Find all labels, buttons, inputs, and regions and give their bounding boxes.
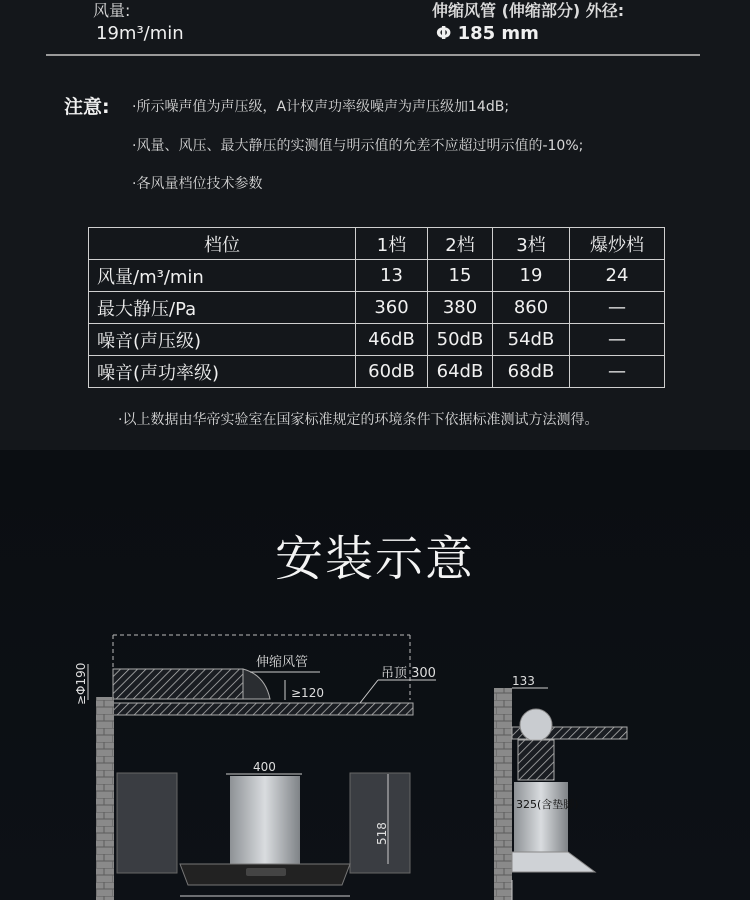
table-row — [89, 292, 665, 324]
dim-height-325: 325(含垫脚) — [516, 798, 579, 811]
table-cell: — — [570, 292, 665, 324]
dim-height-518: 518 — [375, 822, 389, 845]
dim-phi190: ≥Φ190 — [74, 662, 88, 705]
note-item: ·所示噪声值为声压级，A计权声功率级噪声为声压级加14dB; — [132, 99, 510, 115]
table-cell: — — [570, 324, 665, 356]
flex-duct-side — [518, 740, 554, 780]
table-header-cell: 1档 — [356, 228, 428, 260]
table-header-cell: 3档 — [493, 228, 570, 260]
ceiling-slab — [113, 703, 413, 715]
row-label: 最大静压/Pa — [89, 292, 356, 324]
table-cell: 54dB — [493, 324, 570, 356]
pipe-label: 伸缩风管 (伸缩部分) 外径: — [432, 1, 625, 20]
wall-cabinet-left — [117, 773, 177, 873]
pipe-value: Φ 185 mm — [436, 23, 539, 44]
pipe-callout: 伸缩风管 — [256, 655, 309, 670]
dim-ge120: ≥120 — [291, 686, 324, 700]
callout-line — [360, 680, 378, 703]
duct-section — [520, 709, 552, 741]
dim-depth-133: 133 — [512, 674, 535, 688]
divider — [46, 54, 700, 56]
hood-chimney-side — [514, 782, 568, 852]
row-label: 噪音(声压级) — [89, 324, 356, 356]
table-row — [89, 324, 665, 356]
brick-wall — [96, 697, 114, 900]
notes-heading: 注意: — [64, 96, 110, 118]
ceiling-callout: 吊顶 300 — [381, 666, 436, 681]
table-row — [89, 260, 665, 292]
install-diagram — [0, 620, 750, 900]
table-header-cell: 档位 — [89, 228, 356, 260]
airflow-label: 风量: — [93, 1, 131, 20]
row-label: 噪音(声功率级) — [89, 356, 356, 388]
section-title: 安装示意 — [274, 531, 475, 587]
table-cell: 68dB — [493, 356, 570, 388]
note-item: ·各风量档位技术参数 — [132, 176, 263, 192]
table-header-cell: 爆炒档 — [570, 228, 665, 260]
table-cell: 46dB — [356, 324, 428, 356]
table-cell: 50dB — [428, 324, 493, 356]
hood-chimney — [230, 776, 300, 864]
table-header-cell: 2档 — [428, 228, 493, 260]
table-cell: 60dB — [356, 356, 428, 388]
control-panel — [246, 868, 286, 876]
airflow-value: 19m³/min — [96, 23, 184, 44]
table-cell: 360 — [356, 292, 428, 324]
dim-width-400: 400 — [253, 760, 276, 774]
table-header-row — [89, 228, 665, 260]
row-label: 风量/m³/min — [89, 260, 356, 292]
table-row — [89, 356, 665, 388]
table-cell: 860 — [493, 292, 570, 324]
flex-duct — [113, 669, 270, 699]
table-cell: 380 — [428, 292, 493, 324]
note-item: ·风量、风压、最大静压的实测值与明示值的允差不应超过明示值的-10%; — [132, 138, 584, 154]
table-cell: 64dB — [428, 356, 493, 388]
brick-wall-side — [494, 688, 512, 900]
footnote: ·以上数据由华帝实验室在国家标准规定的环境条件下依据标准测试方法测得。 — [118, 412, 599, 428]
table-cell: — — [570, 356, 665, 388]
table-cell: 13 — [356, 260, 428, 292]
table-cell: 24 — [570, 260, 665, 292]
gear-spec-table — [88, 227, 665, 388]
table-cell: 19 — [493, 260, 570, 292]
table-cell: 15 — [428, 260, 493, 292]
hood-body-side — [512, 852, 595, 872]
